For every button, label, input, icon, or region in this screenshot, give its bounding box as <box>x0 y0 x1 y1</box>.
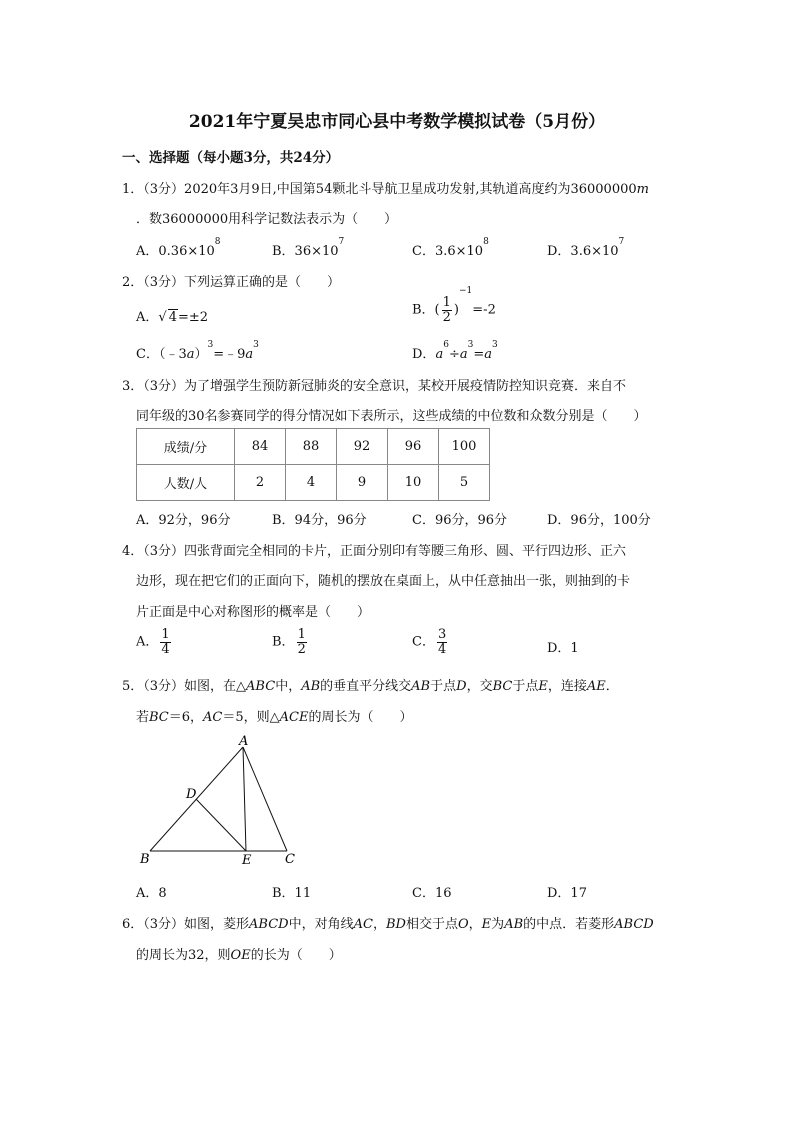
vertex-label-a: A <box>239 734 249 749</box>
q3-option-d: D．96分，100分 <box>547 513 651 528</box>
q1-option-a: A．$0.36\times 10^8$ <box>136 237 221 259</box>
question-1-line-1: 1．（3分）2020年3月9日,中国第54颗北斗导航卫星成功发射,其轨道高度约为36000000m <box>122 182 649 197</box>
vertex-label-b: B <box>140 852 150 867</box>
q5-option-a: A．8 <box>136 886 167 901</box>
question-4-line-1: 4．（3分）四张背面完全相同的卡片，正面分别印有等腰三角形、圆、平行四边形、正六 <box>122 544 627 559</box>
q5-option-d: D．17 <box>547 886 587 901</box>
table-cell: 88 <box>286 429 337 465</box>
q2-option-c: C．$(﹣3a)^3=﹣9a^3$ <box>136 340 259 362</box>
q3-option-a: A．92分，96分 <box>136 513 231 528</box>
table-cell: 4 <box>286 465 337 501</box>
question-4-line-3: 片正面是中心对称图形的概率是（ ） <box>136 605 371 620</box>
table-cell: 成绩/分 <box>137 429 235 465</box>
question-3-line-2: 同年级的30名参赛同学的得分情况如下表所示，这些成绩的中位数和众数分别是（ ） <box>136 409 647 424</box>
table-cell: 84 <box>235 429 286 465</box>
question-1-line-2: ．数36000000用科学记数法表示为（ ） <box>136 212 398 227</box>
table-row <box>137 465 490 501</box>
question-6-line-1: 6．（3分）如图，菱形ABCD中，对角线AC，BD相交于点O，E为AB的中点．若菱形ABCD <box>122 917 654 932</box>
q4-option-b: B． $\frac{1}{2}$ <box>272 627 306 657</box>
q4-option-d: D．1 <box>547 641 579 656</box>
q3-option-c: C．96分，96分 <box>412 513 508 528</box>
question-5-line-1: 5．（3分）如图，在△ABC中，AB的垂直平分线交AB于点D，交BC于点E，连接AE． <box>122 679 619 694</box>
q4-option-c: C． $\frac{3}{4}$ <box>412 627 447 657</box>
sqrt-symbol: √ 4 <box>158 310 177 325</box>
triangle-figure <box>130 730 310 870</box>
segment-ac <box>243 747 287 851</box>
section-heading: 一、选择题（每小题3分，共24分） <box>122 150 340 166</box>
vertex-label-d: D <box>186 787 197 802</box>
q5-option-b: B．11 <box>272 886 312 901</box>
table-cell: 5 <box>439 465 490 501</box>
question-6-line-2: 的周长为32，则OE的长为（ ） <box>136 948 342 963</box>
q1-option-c: C．$3.6\times 10^8$ <box>412 237 489 259</box>
q3-option-b: B．94分，96分 <box>272 513 367 528</box>
q1-option-b: B．$36\times 10^7$ <box>272 237 345 259</box>
table-cell: 9 <box>337 465 388 501</box>
q2-option-b: B．( $\frac{1}{2}$ )$^{-1}$=-2 <box>412 286 496 325</box>
vertex-label-c: C <box>285 852 295 867</box>
q2-option-a: A．√ 4=±2 <box>136 310 209 325</box>
table-cell: 96 <box>388 429 439 465</box>
question-3-line-1: 3．（3分）为了增强学生预防新冠肺炎的安全意识，某校开展疫情防控知识竞赛．来自不 <box>122 379 627 394</box>
question-4-line-2: 边形，现在把它们的正面向下，随机的摆放在桌面上，从中任意抽出一张，则抽到的卡 <box>136 574 631 589</box>
table-cell: 人数/人 <box>137 465 235 501</box>
page-title: 2021年宁夏吴忠市同心县中考数学模拟试卷（5月份） <box>188 112 606 132</box>
table-cell: 92 <box>337 429 388 465</box>
table-cell: 10 <box>388 465 439 501</box>
q1-option-d: D．$3.6\times 10^7$ <box>547 237 625 259</box>
q2-option-d: D．$a^6\div a^3=a^3$ <box>412 340 498 362</box>
vertex-label-e: E <box>242 853 252 868</box>
question-2-stem: 2．（3分）下列运算正确的是（ ） <box>122 275 341 290</box>
table-cell: 2 <box>235 465 286 501</box>
segment-ae <box>243 747 246 851</box>
q4-option-a: A． $\frac{1}{4}$ <box>136 627 170 657</box>
q5-option-c: C．16 <box>412 886 452 901</box>
question-5-line-2: 若BC＝6，AC＝5，则△ACE的周长为（ ） <box>136 710 413 725</box>
segment-de <box>196 799 246 851</box>
score-table <box>136 428 490 501</box>
table-row <box>137 429 490 465</box>
table-cell: 100 <box>439 429 490 465</box>
